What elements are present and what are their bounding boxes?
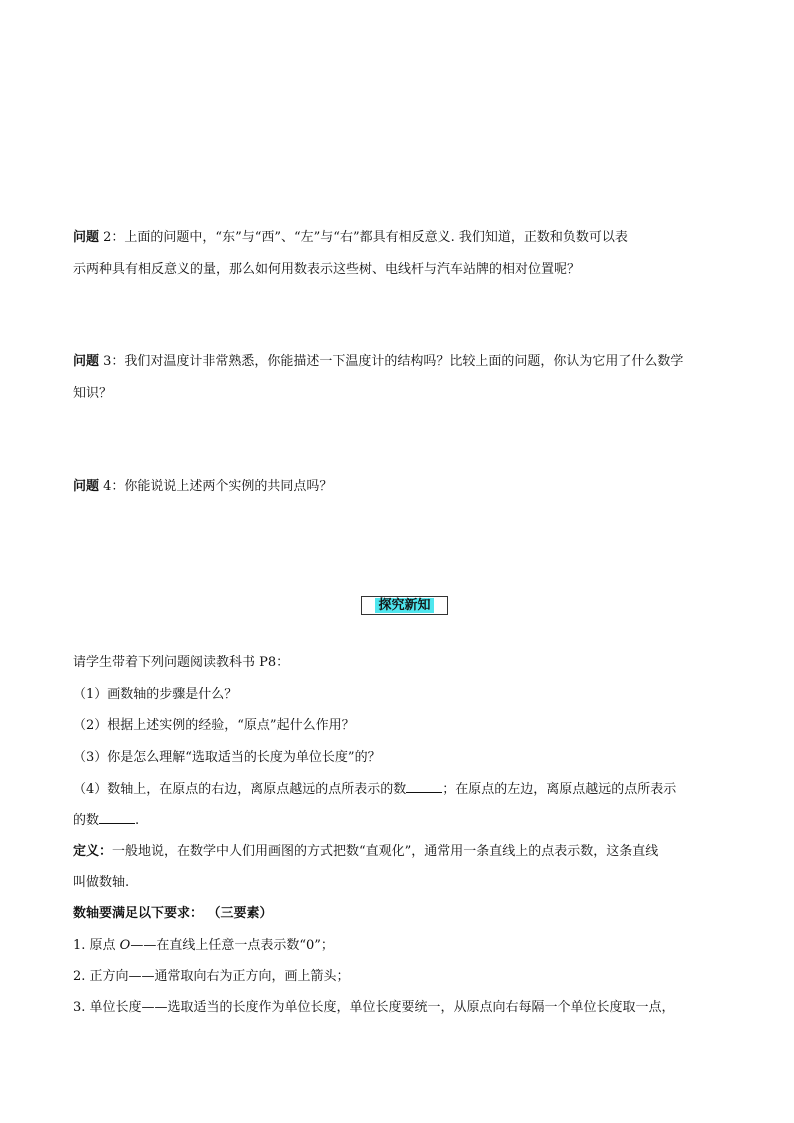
question-3-line-2 bbox=[73, 385, 112, 403]
question-4-label: 问题 bbox=[73, 479, 100, 494]
requirement-1-text: ——在直线上任意一点表示数“0”； bbox=[130, 938, 334, 953]
question-3-label: 问题 bbox=[73, 354, 100, 369]
definition-label: 定义： bbox=[73, 844, 113, 859]
question-2-label: 问题 bbox=[73, 230, 100, 245]
question-3-text-1: 我们对温度计非常熟悉，你能描述一下温度计的结构吗？比较上面的问题，你认为它用了什么数学 bbox=[124, 354, 684, 369]
question-2-number: 2： bbox=[99, 230, 125, 245]
requirement-2: 2. 正方向——通常取向右为正方向，画上箭头； bbox=[73, 969, 350, 984]
question-4-number: 4： bbox=[99, 479, 125, 494]
question-3-text-2: 知识？ bbox=[73, 386, 113, 401]
question-item-4-line-2 bbox=[73, 811, 139, 830]
question-3-line-1 bbox=[73, 353, 683, 371]
question-item-4-text-b: ；在原点的左边，离原点越远的点所表示 bbox=[442, 782, 677, 797]
question-item-2: （2）根据上述实例的经验，“原点”起什么作用？ bbox=[73, 718, 355, 733]
question-2-line-1 bbox=[73, 229, 628, 247]
question-3-number: 3： bbox=[99, 354, 125, 369]
question-2-text-1: 上面的问题中，“东”与“西”、“左”与“右”都具有相反意义. 我们知道，正数和负数可以表 bbox=[124, 230, 628, 245]
definition-line-2: 叫做数轴. bbox=[73, 875, 130, 890]
requirement-3: 3. 单位长度——选取适当的长度作为单位长度，单位长度要统一，从原点向右每隔一个单位长度取一点， bbox=[73, 1000, 675, 1015]
question-4-text: 你能说说上述两个实例的共同点吗？ bbox=[124, 479, 333, 494]
definition-text-1: 一般地说，在数学中人们用画图的方式把数“直观化”，通常用一条直线上的点表示数，这条直线 bbox=[112, 844, 659, 859]
intro-line: 请学生带着下列问题阅读教科书 P8： bbox=[73, 655, 290, 670]
question-item-4-line-1 bbox=[73, 780, 676, 799]
definition-line-1 bbox=[73, 843, 658, 861]
origin-symbol: O bbox=[119, 938, 131, 953]
question-item-4-text-d: . bbox=[135, 813, 140, 828]
question-2-line-2 bbox=[73, 261, 580, 279]
requirement-1-prefix: 1. 原点 bbox=[73, 938, 120, 953]
question-item-4-text-c: 的数 bbox=[73, 813, 100, 828]
section-title: 探究新知 bbox=[375, 598, 433, 613]
requirements-heading: 数轴要满足以下要求： （三要素） bbox=[73, 906, 273, 921]
section-title-box bbox=[361, 596, 448, 615]
answer-blank-1[interactable] bbox=[406, 780, 442, 793]
question-4-line bbox=[73, 478, 332, 496]
question-item-1: （1）画数轴的步骤是什么？ bbox=[73, 687, 238, 702]
question-2-text-2: 示两种具有相反意义的量，那么如何用数表示这些树、电线杆与汽车站牌的相对位置呢？ bbox=[73, 262, 581, 277]
answer-blank-2[interactable] bbox=[99, 811, 135, 824]
requirement-1 bbox=[73, 937, 334, 955]
question-item-3: （3）你是怎么理解“选取适当的长度为单位长度”的？ bbox=[73, 750, 381, 765]
question-item-4-text-a: （4）数轴上，在原点的右边，离原点越远的点所表示的数 bbox=[73, 782, 407, 797]
